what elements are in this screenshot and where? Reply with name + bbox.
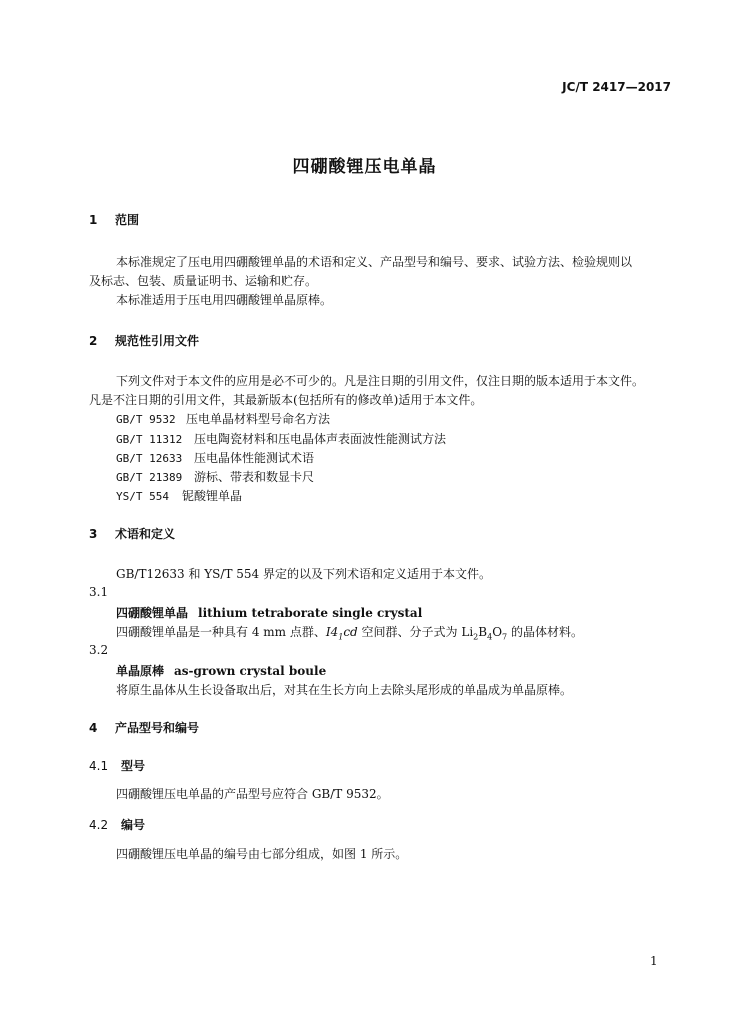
term-entry	[116, 662, 326, 679]
reference-item	[116, 430, 446, 447]
document-title: 四硼酸锂压电单晶	[292, 157, 437, 177]
space-group-symbol: I4	[325, 625, 339, 639]
formula-subscript: 7	[502, 632, 508, 642]
reference-item	[116, 487, 242, 504]
definition-text: 空间群、分子式为	[357, 625, 462, 639]
page-number: 1	[650, 954, 658, 968]
chemical-formula	[461, 625, 508, 642]
section-4-heading	[89, 719, 199, 736]
paragraph-continuation: 凡是不注日期的引用文件，其最新版本(包括所有的修改单)适用于本文件。	[89, 393, 483, 407]
space-group-subscript: 1	[338, 632, 344, 642]
element-symbol: Li	[461, 625, 474, 639]
subsection-4-2-heading	[89, 816, 145, 833]
reference-code: GB/T 9532	[116, 413, 176, 426]
subsection-title: 编号	[121, 818, 146, 832]
reference-title: 压电陶瓷材料和压电晶体声表面波性能测试方法	[194, 432, 447, 446]
term-chinese: 单晶原棒	[116, 664, 165, 678]
reference-code: GB/T 12633	[116, 452, 183, 465]
paragraph-continuation: 及标志、包装、质量证明书、运输和贮存。	[89, 274, 318, 288]
section-title: 规范性引用文件	[115, 334, 200, 348]
section-title: 产品型号和编号	[115, 721, 200, 735]
paragraph: 本标准规定了压电用四硼酸锂单晶的术语和定义、产品型号和编号、要求、试验方法、检验规则以	[116, 255, 633, 269]
reference-title: 游标、带表和数显卡尺	[194, 470, 315, 484]
section-number: 2	[89, 334, 98, 348]
reference-code: GB/T 21389	[116, 471, 183, 484]
term-english: lithium tetraborate single crystal	[198, 606, 423, 620]
formula-subscript: 4	[487, 632, 493, 642]
reference-code: GB/T 11312	[116, 433, 183, 446]
element-symbol: O	[492, 625, 503, 639]
term-definition	[116, 623, 583, 641]
section-number: 3	[89, 527, 98, 541]
section-2-heading	[89, 332, 199, 349]
reference-item	[116, 410, 330, 427]
section-number: 1	[89, 213, 98, 227]
space-group-suffix: cd	[343, 625, 358, 639]
reference-title: 压电晶体性能测试术语	[194, 451, 315, 465]
reference-title: 压电单晶材料型号命名方法	[186, 412, 331, 426]
subsection-4-1-heading	[89, 757, 145, 774]
reference-item	[116, 468, 314, 485]
paragraph: GB/T12633 和 YS/T 554 界定的以及下列术语和定义适用于本文件。	[116, 567, 491, 581]
definition-text: 的晶体材料。	[507, 625, 583, 639]
subsection-title: 型号	[121, 759, 146, 773]
standard-number: JC/T 2417—2017	[562, 80, 671, 94]
reference-title: 铌酸锂单晶	[182, 489, 243, 503]
reference-code: YS/T 554	[116, 490, 169, 503]
paragraph: 本标准适用于压电用四硼酸锂单晶原棒。	[116, 293, 333, 307]
space-group	[325, 625, 358, 642]
paragraph: 四硼酸锂压电单晶的产品型号应符合 GB/T 9532。	[116, 787, 389, 801]
clause-number: 3.1	[89, 585, 109, 599]
section-number: 4	[89, 721, 98, 735]
section-title: 范围	[115, 213, 140, 227]
element-symbol: B	[478, 625, 488, 639]
paragraph: 四硼酸锂压电单晶的编号由七部分组成，如图 1 所示。	[116, 847, 408, 861]
subsection-number: 4.2	[89, 818, 109, 832]
paragraph: 下列文件对于本文件的应用是必不可少的。凡是注日期的引用文件，仅注日期的版本适用于本文件。	[116, 374, 645, 388]
section-3-heading	[89, 525, 175, 542]
clause-number: 3.2	[89, 643, 109, 657]
term-english: as-grown crystal boule	[174, 664, 327, 678]
term-definition: 将原生晶体从生长设备取出后，对其在生长方向上去除头尾形成的单晶成为单晶原棒。	[116, 683, 573, 697]
definition-text: 四硼酸锂单晶是一种具有 4 mm 点群、	[116, 625, 326, 639]
section-1-heading	[89, 211, 139, 228]
formula-subscript: 2	[473, 632, 479, 642]
reference-item	[116, 449, 314, 466]
section-title: 术语和定义	[115, 527, 176, 541]
term-chinese: 四硼酸锂单晶	[116, 606, 189, 620]
subsection-number: 4.1	[89, 759, 109, 773]
term-entry	[116, 604, 422, 621]
